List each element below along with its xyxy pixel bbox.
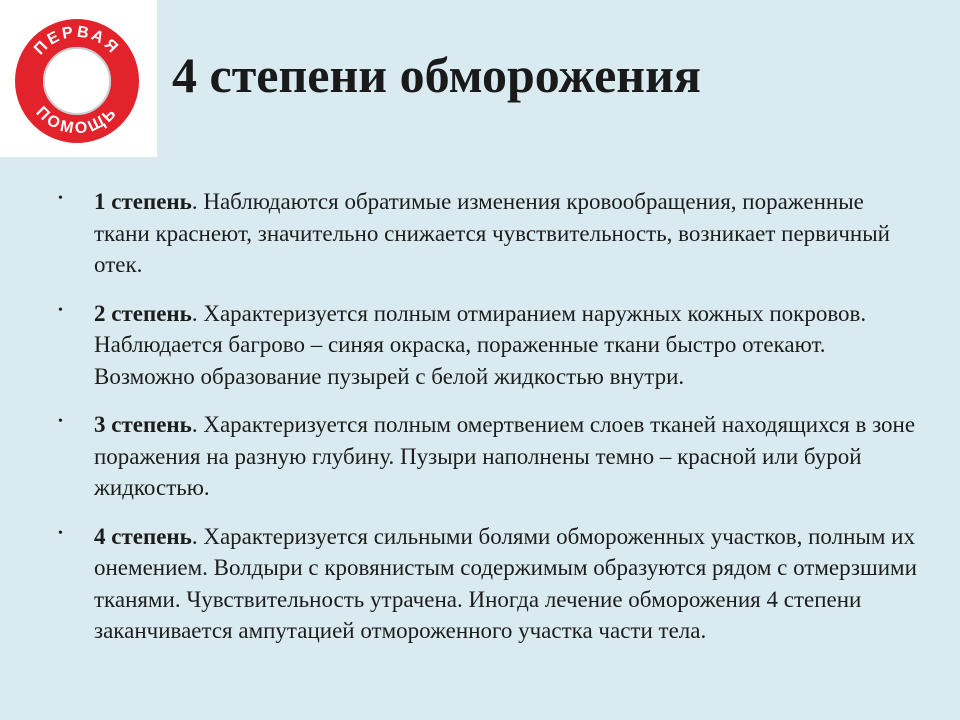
bullet-icon: • [58,191,63,206]
degree-description: . Наблюдаются обратимые изменения кровообращения, пораженные ткани краснеют, значительно снижается чувствительность, возникает первичный отек. [94,189,890,277]
degree-description: . Характеризуется полным омертвением слоев тканей находящихся в зоне поражения на разную глубину. Пузыри наполнены темно – красной или бурой жидкостью. [94,412,916,500]
logo [0,0,157,157]
degree-label: 2 степень [94,300,192,326]
degree-label: 3 степень [94,412,192,437]
list-item-degree-1 [58,186,918,281]
page-title: 4 степени обморожения [172,47,701,103]
degree-description: . Характеризуется сильными болями обмороженных участков, полным их онемением. Волдыри с кровянистым содержимым образуются рядом с отмерзшими тканями. Чувствительность утрачена. Иногда лечение обморожения 4 степени заканчивается ампутацией отмороженного участка части тела. [94,523,917,643]
list-item-degree-4 [58,521,918,647]
bullet-icon: • [58,414,63,429]
logo-bottom-text: ПОМОЩЬ [32,103,122,138]
list-item-degree-3 [58,409,918,504]
degree-label: 4 степень [94,523,192,549]
bullet-icon: • [58,302,63,318]
logo-top-text: ПЕРВАЯ [31,23,123,59]
list-item-degree-2 [58,298,918,393]
degree-description: . Характеризуется полным отмиранием наружных кожных покровов. Наблюдается багрово – синяя окраска, пораженные ткани быстро отекают. Возможно образование пузырей с белой жидкостью внутри. [94,300,867,389]
degrees-list [58,186,918,664]
lifebuoy-icon [0,0,157,157]
bullet-icon: • [58,525,63,541]
degree-label: 1 степень [94,189,192,214]
